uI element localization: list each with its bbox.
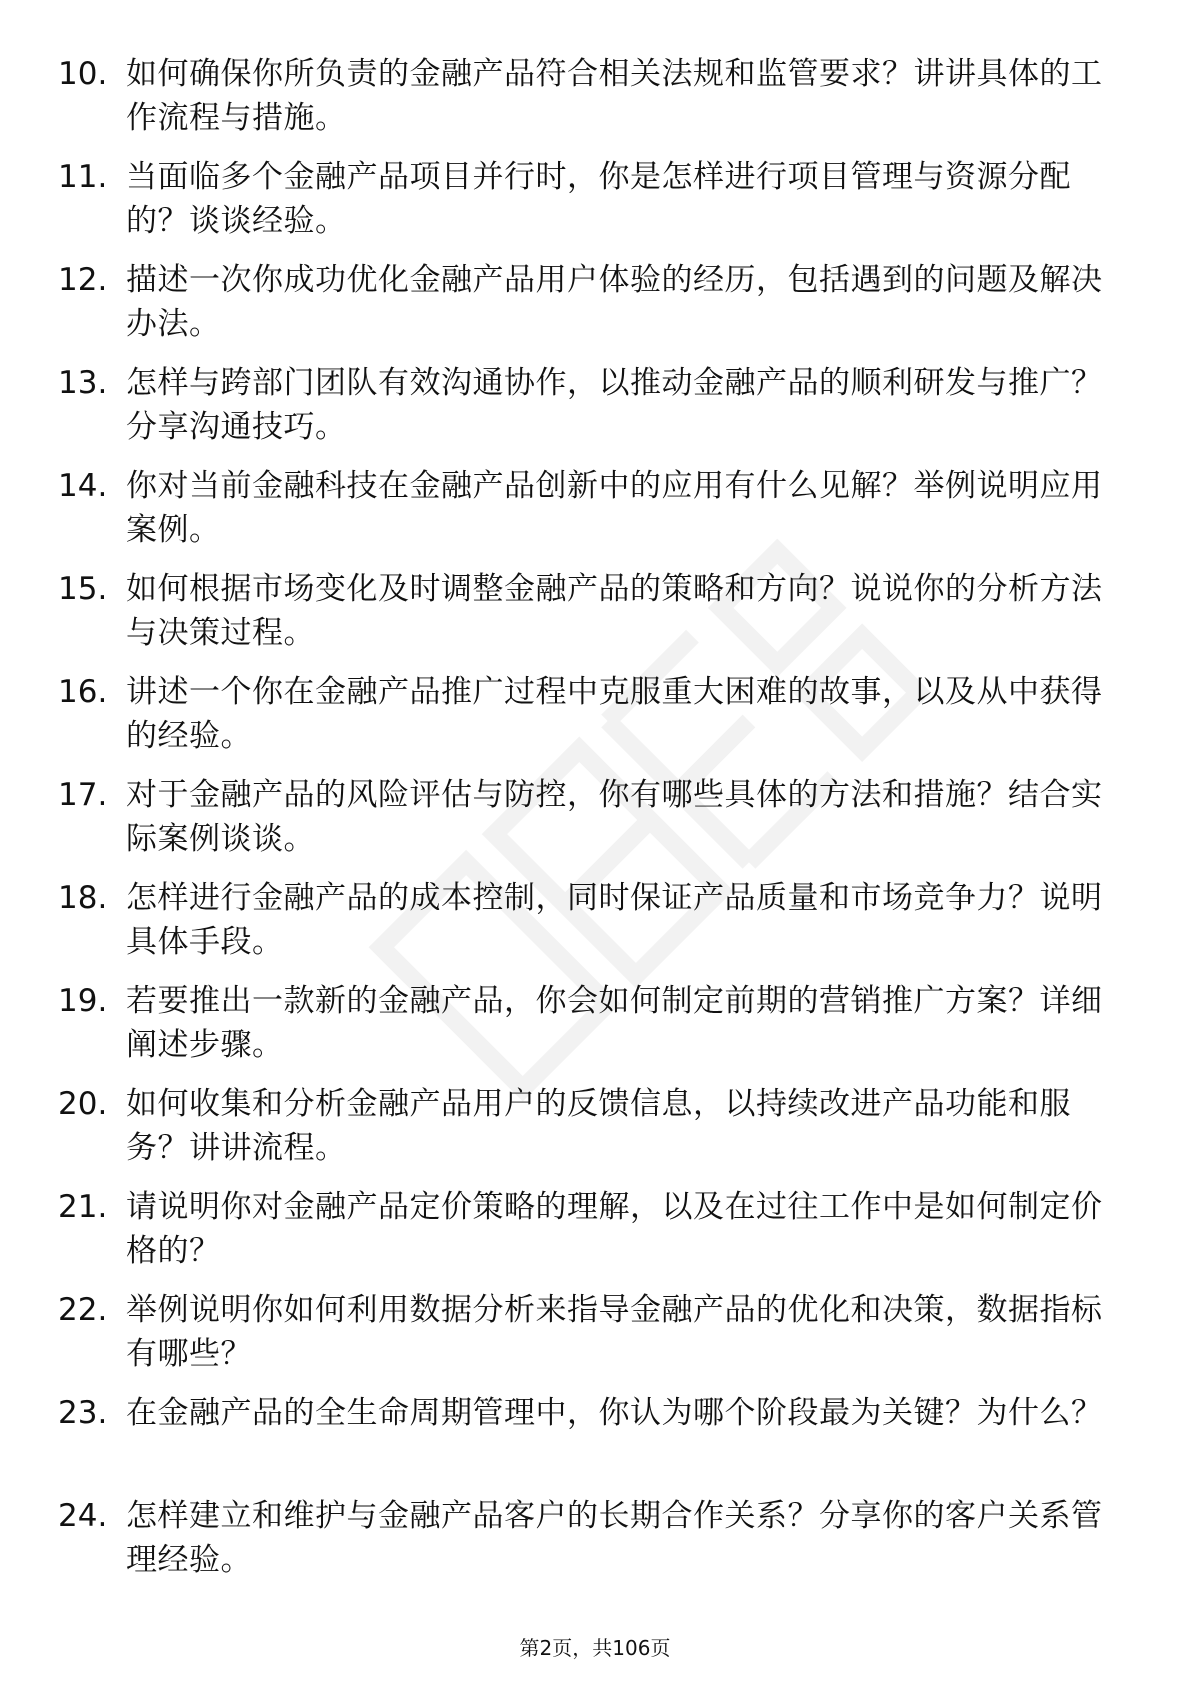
question-text: 若要推出一款新的金融产品，你会如何制定前期的营销推广方案？详细阐述步骤。 xyxy=(126,983,1103,1063)
question-number: 17. xyxy=(58,777,108,813)
question-number: 18. xyxy=(58,880,108,916)
question-item xyxy=(58,876,1118,979)
question-number: 24. xyxy=(58,1498,108,1534)
question-item xyxy=(58,361,1118,464)
page-number-footer: 第2页，共106页 xyxy=(519,1636,671,1660)
question-text: 对于金融产品的风险评估与防控，你有哪些具体的方法和措施？结合实际案例谈谈。 xyxy=(126,777,1103,857)
question-number: 20. xyxy=(58,1086,108,1122)
question-number: 19. xyxy=(58,983,108,1019)
question-number: 21. xyxy=(58,1189,108,1225)
question-text: 怎样建立和维护与金融产品客户的长期合作关系？分享你的客户关系管理经验。 xyxy=(126,1498,1103,1578)
question-number: 13. xyxy=(58,365,108,401)
question-item xyxy=(58,464,1118,567)
question-item xyxy=(58,979,1118,1082)
question-list xyxy=(58,52,1118,1597)
question-number: 15. xyxy=(58,571,108,607)
question-item xyxy=(58,1185,1118,1288)
question-item xyxy=(58,567,1118,670)
question-item xyxy=(58,52,1118,155)
question-number: 14. xyxy=(58,468,108,504)
question-text: 当面临多个金融产品项目并行时，你是怎样进行项目管理与资源分配的？谈谈经验。 xyxy=(126,159,1071,239)
question-number: 11. xyxy=(58,159,108,195)
question-item xyxy=(58,1288,1118,1391)
question-item xyxy=(58,155,1118,258)
question-text: 你对当前金融科技在金融产品创新中的应用有什么见解？举例说明应用案例。 xyxy=(126,468,1103,548)
question-item xyxy=(58,1494,1118,1597)
question-item xyxy=(58,258,1118,361)
question-text: 如何确保你所负责的金融产品符合相关法规和监管要求？讲讲具体的工作流程与措施。 xyxy=(126,56,1103,136)
question-number: 22. xyxy=(58,1292,108,1328)
question-number: 10. xyxy=(58,56,108,92)
question-text: 怎样进行金融产品的成本控制，同时保证产品质量和市场竞争力？说明具体手段。 xyxy=(126,880,1103,960)
question-item xyxy=(58,1391,1118,1494)
question-number: 12. xyxy=(58,262,108,298)
question-text: 讲述一个你在金融产品推广过程中克服重大困难的故事，以及从中获得的经验。 xyxy=(126,674,1103,754)
question-text: 描述一次你成功优化金融产品用户体验的经历，包括遇到的问题及解决办法。 xyxy=(126,262,1103,342)
question-item xyxy=(58,1082,1118,1185)
question-text: 在金融产品的全生命周期管理中，你认为哪个阶段最为关键？为什么？ xyxy=(126,1395,1103,1431)
question-item xyxy=(58,773,1118,876)
question-text: 请说明你对金融产品定价策略的理解，以及在过往工作中是如何制定价格的？ xyxy=(126,1189,1103,1269)
question-text: 如何根据市场变化及时调整金融产品的策略和方向？说说你的分析方法与决策过程。 xyxy=(126,571,1103,651)
question-text: 怎样与跨部门团队有效沟通协作，以推动金融产品的顺利研发与推广？分享沟通技巧。 xyxy=(126,365,1103,445)
question-number: 16. xyxy=(58,674,108,710)
question-number: 23. xyxy=(58,1395,108,1431)
question-text: 如何收集和分析金融产品用户的反馈信息，以持续改进产品功能和服务？讲讲流程。 xyxy=(126,1086,1071,1166)
question-item xyxy=(58,670,1118,773)
question-text: 举例说明你如何利用数据分析来指导金融产品的优化和决策，数据指标有哪些？ xyxy=(126,1292,1103,1372)
